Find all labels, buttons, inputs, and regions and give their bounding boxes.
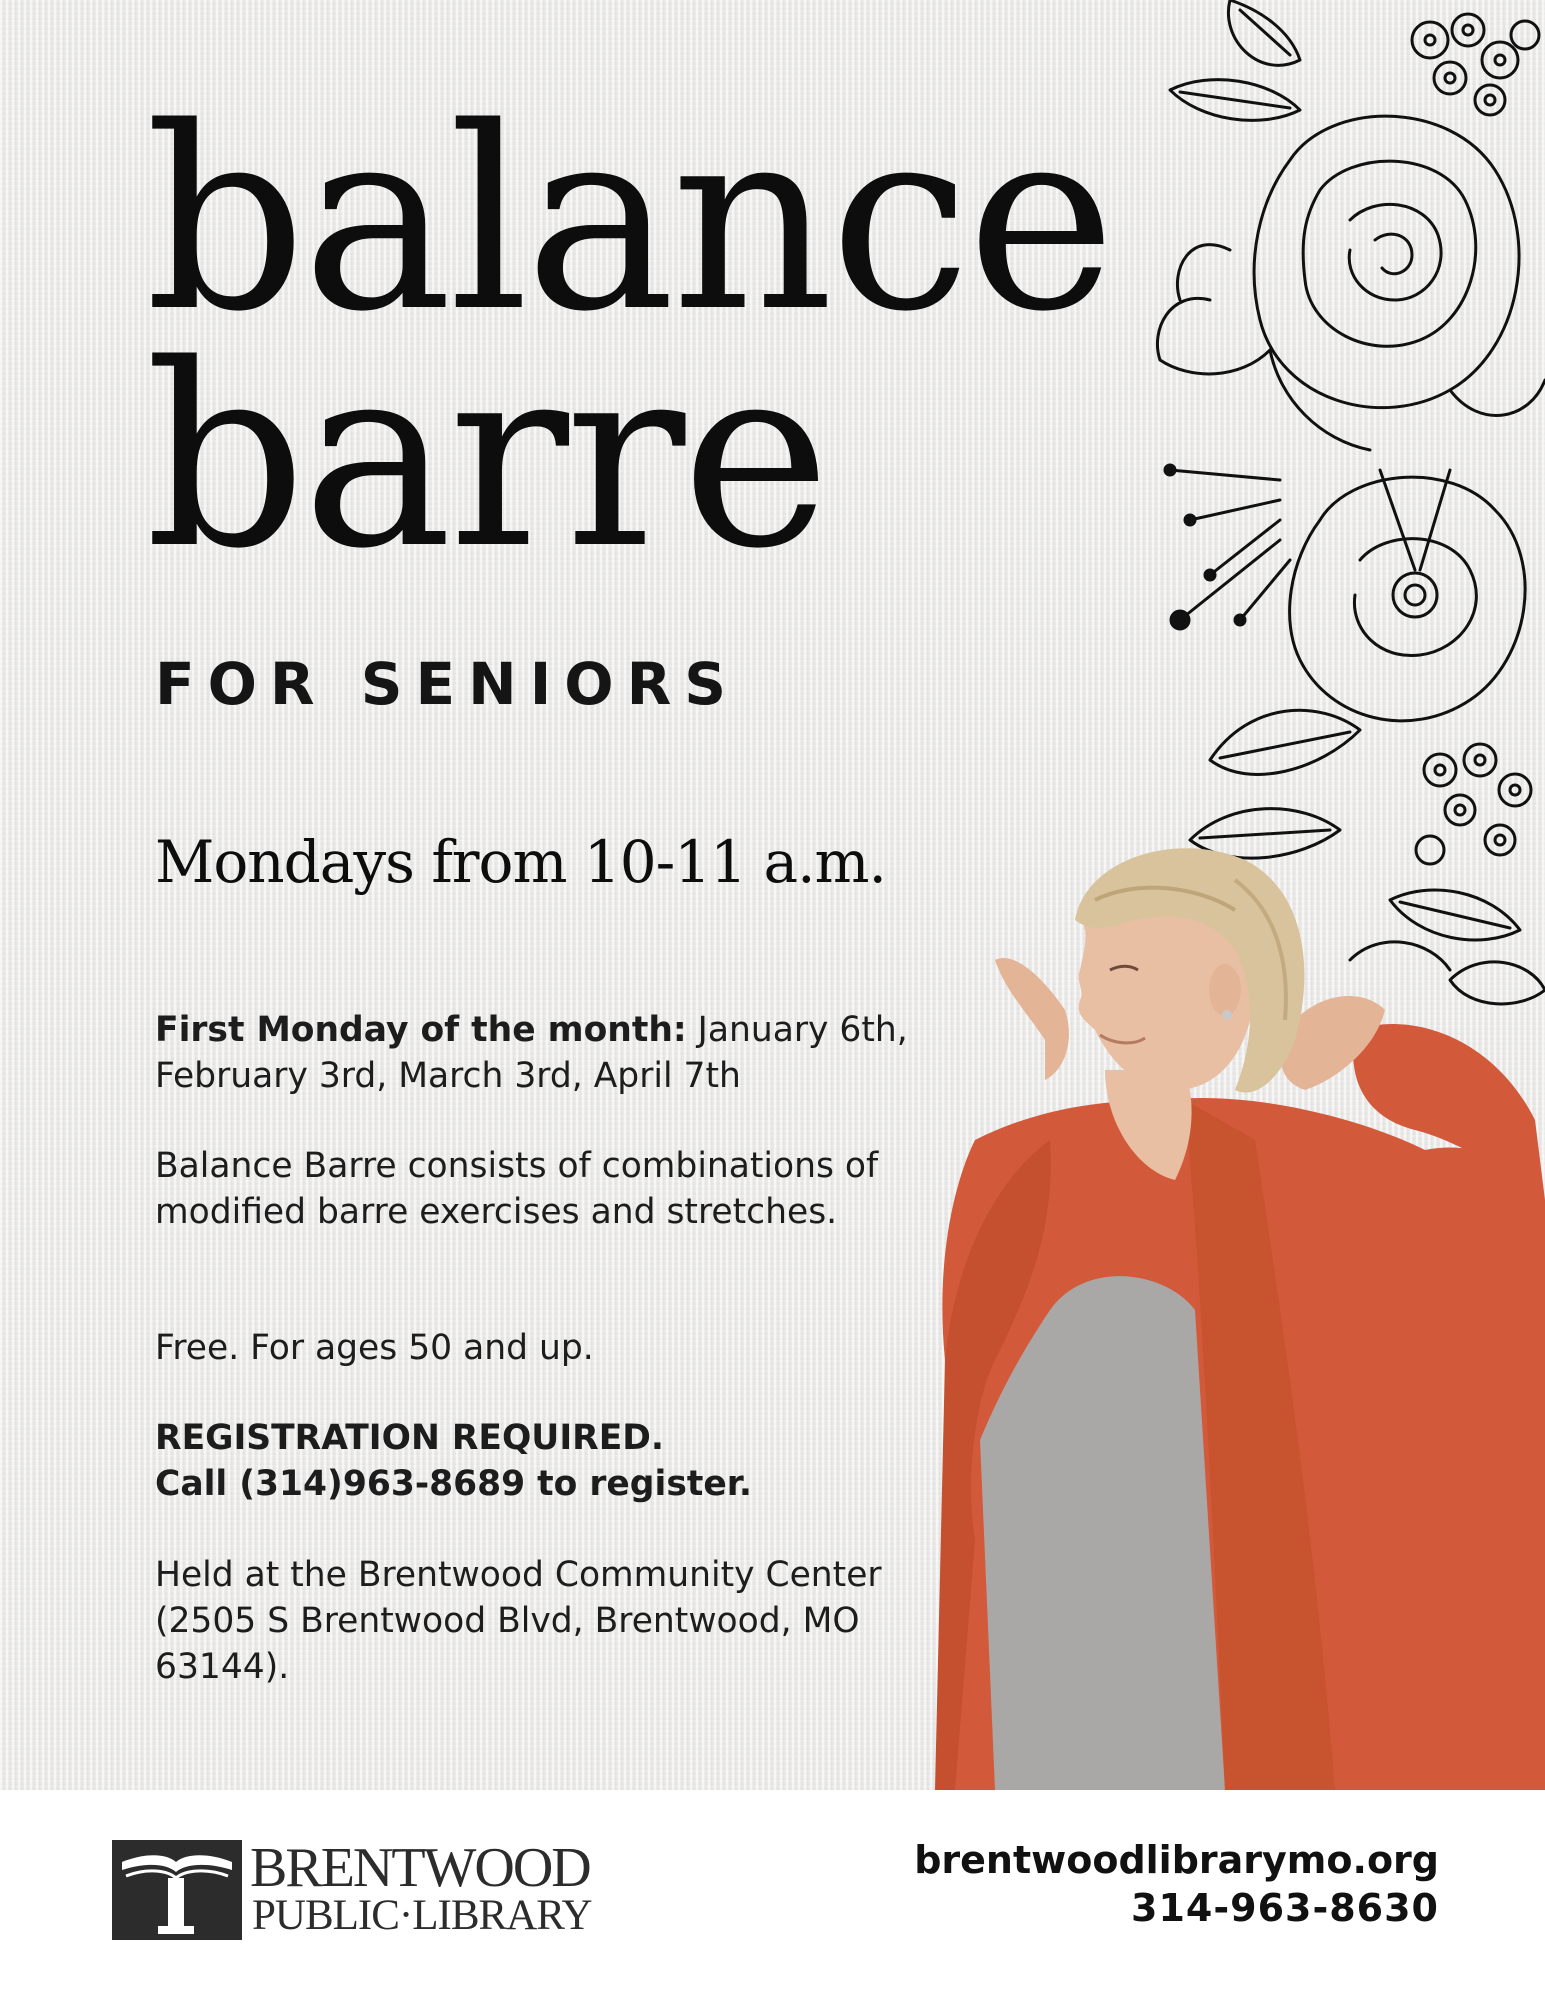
library-book-logo-icon xyxy=(112,1840,242,1940)
library-logo[interactable] xyxy=(112,1837,622,1940)
description-paragraph: Balance Barre consists of combinations of modified barre exercises and stretches. xyxy=(155,1146,879,1232)
dates-paragraph xyxy=(155,1007,935,1099)
location-paragraph: Held at the Brentwood Community Center (2505 S Brentwood Blvd, Brentwood, MO 63144). xyxy=(155,1555,882,1687)
phone-number: 314-963-8630 xyxy=(1131,1886,1439,1930)
dates-value: January 6th, February 3rd, March 3rd, April 7th xyxy=(155,1010,908,1096)
registration-paragraph xyxy=(155,1415,935,1507)
registration-phone: Call (314)963-8689 to register. xyxy=(155,1464,752,1504)
dates-label: First Monday of the month: xyxy=(155,1010,687,1050)
schedule-text: Mondays from 10-11 a.m. xyxy=(155,828,886,896)
title-barre: barre xyxy=(145,311,827,604)
footer xyxy=(0,1790,1545,2000)
logo-brentwood: BRENTWOOD xyxy=(250,1837,590,1899)
subtitle: FOR SENIORS xyxy=(155,650,740,718)
senior-woman-photo xyxy=(935,840,1545,1790)
title-balance: balance xyxy=(145,74,1112,367)
website-link[interactable]: brentwoodlibrarymo.org xyxy=(914,1838,1439,1882)
logo-public-library: PUBLIC·LIBRARY xyxy=(252,1892,592,1939)
registration-required: REGISTRATION REQUIRED. xyxy=(155,1418,665,1458)
eligibility-paragraph: Free. For ages 50 and up. xyxy=(155,1328,594,1368)
